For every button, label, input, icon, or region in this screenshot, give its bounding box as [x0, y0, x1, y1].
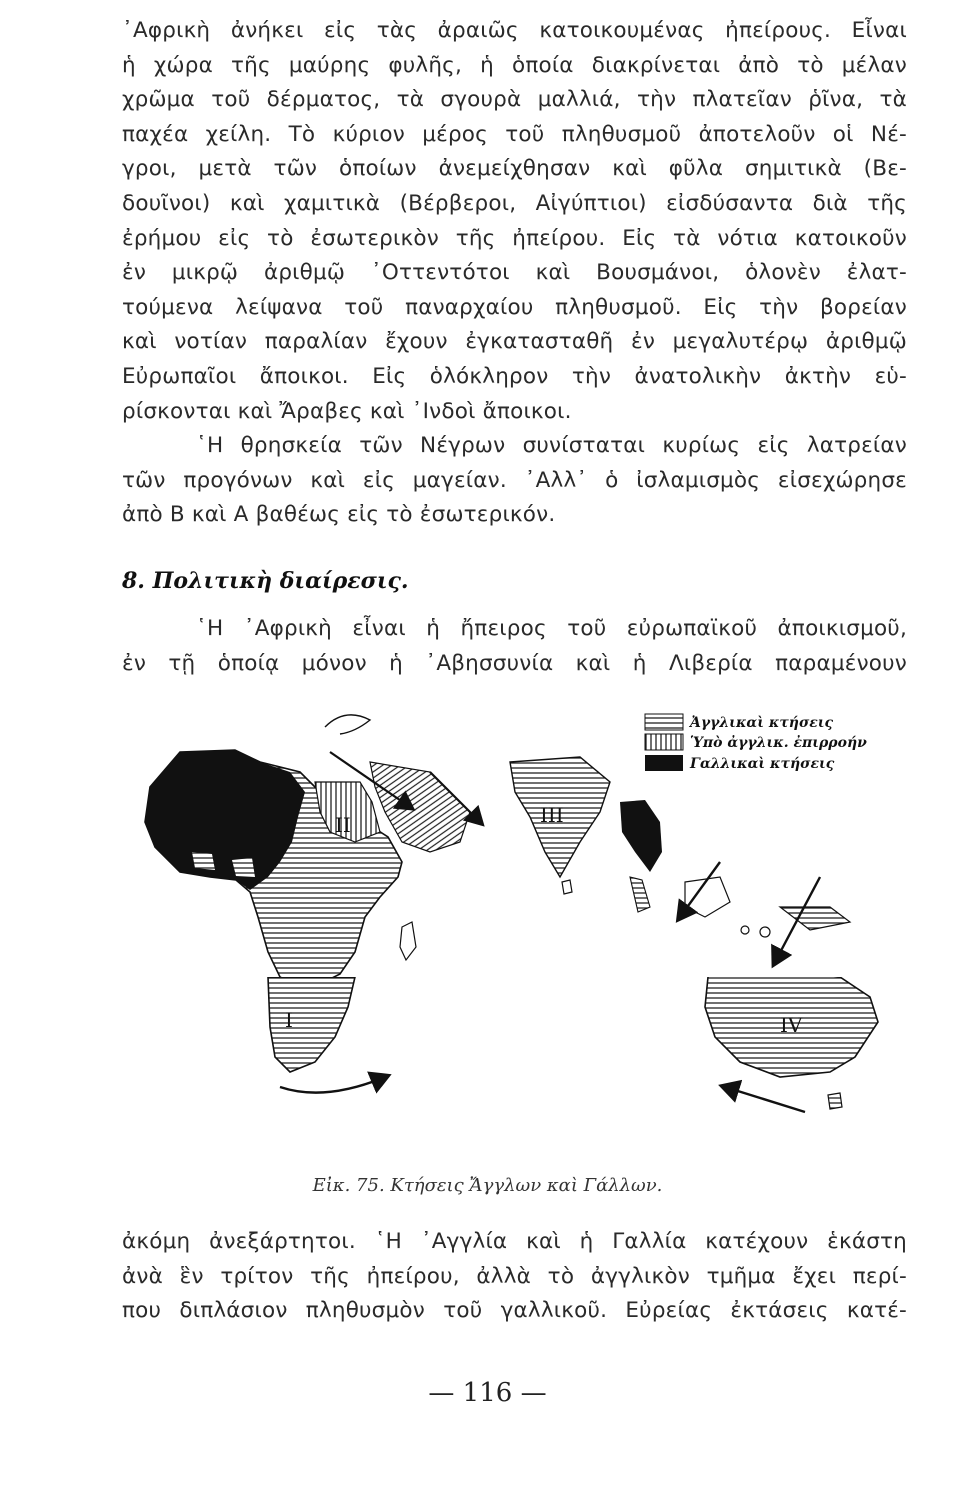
text-line: ᾿Αφρικὴ ἀνήκει εἰς τὰς ἀραιῶς κατοικουμένας ἠπείρους. Εἶναι	[122, 18, 907, 43]
route-arrow	[725, 1087, 805, 1112]
tasmania	[828, 1093, 842, 1109]
text-line: τῶν προγόνων καὶ εἰς μαγείαν. ᾿Αλλ᾿ ὁ ἰσλαμισμὸς εἰσεχώρησε	[122, 467, 907, 493]
colonial-possessions-map-lower	[140, 977, 920, 1167]
intro-paragraph	[122, 14, 907, 533]
french-indochina	[620, 800, 662, 872]
continuation-paragraph	[122, 1225, 907, 1329]
legend-label-british: Ἀγγλικαὶ κτήσεις	[690, 715, 834, 731]
borneo	[685, 877, 730, 917]
map-label-region: II	[335, 813, 351, 837]
text-line: ἐρήμου εἰς τὸ ἐσωτερικὸν τῆς ἠπείρου. Εἰς τὰ νότια κατοικοῦν	[122, 225, 907, 251]
text-line: ἡ χώρα τῆς μαύρης φυλῆς, ἡ ὁποία διακρίνεται ἀπὸ τὸ μέλαν	[122, 52, 907, 78]
text-line: ἀνὰ ἓν τρίτον τῆς ἠπείρου, ἀλλὰ τὸ ἀγγλικὸν τμῆμα ἔχει περί-	[122, 1263, 907, 1289]
legend-label-french: Γαλλικαὶ κτήσεις	[690, 756, 835, 772]
colonial-possessions-map	[140, 702, 920, 977]
figure-map	[140, 702, 920, 977]
text-line: ἀπὸ Β καὶ Α βαθέως εἰς τὸ ἐσωτερικόν.	[122, 502, 556, 528]
british-enclave	[192, 852, 215, 870]
map-label-region: III	[540, 803, 564, 827]
map-label-region: I	[285, 1008, 293, 1032]
malaya	[630, 877, 650, 912]
text-line: δουῖνοι) καὶ χαμιτικὰ (Βέρβεροι, Αἰγύπτιοι) εἰσδύσαντα διὰ τῆς	[122, 190, 907, 216]
text-line: ρίσκονται καὶ Ἄραβες καὶ ᾿Ινδοὶ ἄποικοι.	[122, 398, 572, 424]
island	[741, 926, 749, 934]
map-label-region: IV	[780, 1013, 803, 1037]
island	[760, 927, 770, 937]
text-line: χρῶμα τοῦ δέρματος, τὰ σγουρὰ μαλλιά, τὴν πλατεῖαν ῥῖνα, τὰ	[122, 87, 907, 113]
text-line: που διπλάσιον πληθυσμὸν τοῦ γαλλικοῦ. Εὐρείας ἐκτάσεις κατέ-	[122, 1298, 907, 1324]
text-line: ἐν τῇ ὁποίᾳ μόνον ἡ ᾿Αβησσυνία καὶ ἡ Λιβερία παραμένουν	[122, 650, 907, 676]
text-line: τούμενα λείψανα τοῦ παναρχαίου πληθυσμοῦ. Εἰς τὴν βορείαν	[122, 294, 907, 320]
text-line: ἐν μικρῷ ἀριθμῷ ᾿Οττεντότοι καὶ Βουσμάνοι, ὁλονὲν ἐλατ-	[122, 260, 907, 286]
text-line: ἀκόμη ἀνεξάρτητοι. ῾Η ᾿Αγγλία καὶ ἡ Γαλλία κατέχουν ἑκάστη	[122, 1229, 907, 1254]
mediterranean-coast	[325, 715, 370, 734]
section-heading: 8. Πολιτικὴ διαίρεσις.	[122, 568, 409, 594]
ceylon	[562, 880, 572, 894]
text-line: καὶ νοτίαν παραλίαν ἔχουν ἐγκατασταθῆ ἐν μεγαλυτέρῳ ἀριθμῷ	[122, 329, 907, 355]
legend-label-british-influence: Ὑπὸ ἀγγλικ. ἐπιρροήν	[690, 735, 867, 751]
section-paragraph	[122, 612, 907, 681]
text-line: ῾Η ᾿Αφρικὴ εἶναι ἡ ἤπειρος τοῦ εὐρωπαϊκοῦ ἀποικισμοῦ,	[196, 616, 907, 641]
page-number: — 116 —	[428, 1378, 547, 1408]
text-line: Εὐρωπαῖοι ἄποικοι. Εἰς ὁλόκληρον τὴν ἀνατολικὴν ἀκτὴν εὑ-	[122, 363, 907, 389]
madagascar	[400, 922, 416, 960]
figure-caption: Εἰκ. 75. Κτήσεις Ἄγγλων καὶ Γάλλων.	[312, 1175, 663, 1196]
figure-map-lower	[140, 977, 920, 1167]
map-legend	[645, 714, 867, 772]
text-line: ῾Η θρησκεία τῶν Νέγρων συνίσταται κυρίως εἰς λατρείαν	[196, 433, 907, 459]
route-arrow-curve	[280, 1077, 385, 1093]
southern-africa	[268, 977, 355, 1072]
text-line: γροι, μετὰ τῶν ὁποίων ἀνεμείχθησαν καὶ φῦλα σημιτικὰ (Βε-	[122, 156, 907, 182]
new-guinea	[780, 907, 850, 930]
text-line: παχέα χείλη. Τὸ κύριον μέρος τοῦ πληθυσμοῦ ἀποτελοῦν οἱ Νέ-	[122, 121, 907, 147]
